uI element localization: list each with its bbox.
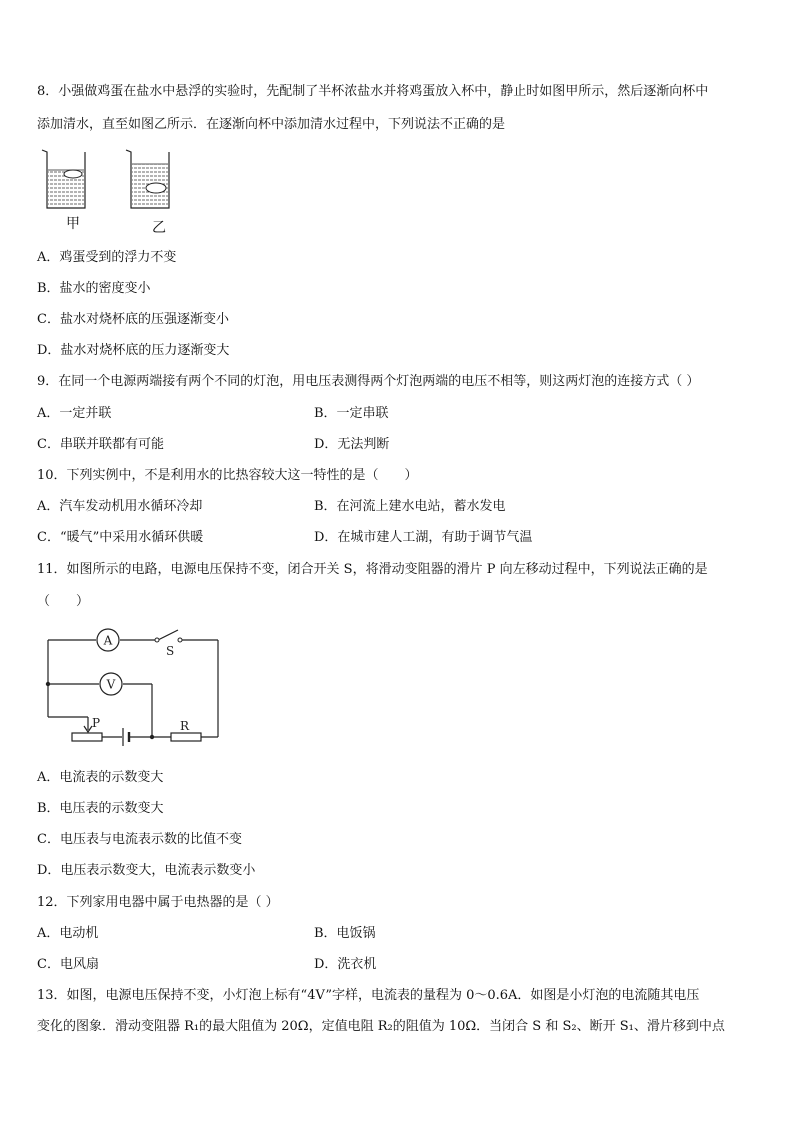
rheostat-icon [72, 733, 102, 741]
q10-option-a[interactable]: A．汽车发动机用水循环冷却 [37, 499, 203, 514]
q9-option-b[interactable]: B．一定串联 [314, 406, 389, 421]
q10-option-c[interactable]: C．“暖气”中采用水循环供暖 [37, 530, 204, 545]
q12-option-d[interactable]: D．洗衣机 [314, 957, 377, 972]
figure-label-jia: 甲 [66, 216, 80, 232]
q13-stem-line1: 13．如图，电源电压保持不变，小灯泡上标有“4V”字样，电流表的量程为 0～0.6A．如图是小灯泡的电流随其电压 [37, 988, 700, 1003]
q9-option-c[interactable]: C．串联并联都有可能 [37, 437, 164, 452]
q8-option-a[interactable]: A．鸡蛋受到的浮力不变 [37, 250, 177, 265]
switch-label: S [166, 644, 175, 658]
resistor-icon [171, 733, 201, 741]
resistor-label: R [180, 719, 190, 733]
q10-stem: 10．下列实例中，不是利用水的比热容较大这一特性的是（ ） [37, 468, 418, 483]
q9-option-d[interactable]: D．无法判断 [314, 437, 390, 452]
q10-option-d[interactable]: D．在城市建人工湖，有助于调节气温 [314, 530, 533, 545]
q9-stem: 9．在同一个电源两端接有两个不同的灯泡，用电压表测得两个灯泡两端的电压不相等，则这两灯泡的连接方式（ ） [37, 374, 700, 389]
figure-label-yi: 乙 [152, 220, 166, 236]
q8-option-b[interactable]: B．盐水的密度变小 [37, 281, 151, 296]
q11-option-c[interactable]: C．电压表与电流表示数的比值不变 [37, 832, 242, 847]
egg-jia [64, 170, 82, 178]
q12-option-a[interactable]: A．电动机 [37, 926, 99, 941]
q11-stem-line1: 11．如图所示的电路，电源电压保持不变，闭合开关 S，将滑动变阻器的滑片 P 向左移动过程中，下列说法正确的是 [37, 562, 708, 577]
q10-option-b[interactable]: B．在河流上建水电站，蓄水发电 [314, 499, 506, 514]
q8-option-c[interactable]: C．盐水对烧杯底的压强逐渐变小 [37, 312, 229, 327]
q12-option-b[interactable]: B．电饭锅 [314, 926, 376, 941]
q11-option-a[interactable]: A．电流表的示数变大 [37, 770, 164, 785]
beaker-jia [42, 150, 85, 208]
slider-label: P [92, 716, 101, 730]
q11-option-d[interactable]: D．电压表示数变大，电流表示数变小 [37, 863, 256, 878]
beaker-figures [38, 146, 178, 212]
q8-stem-line2: 添加清水，直至如图乙所示．在逐渐向杯中添加清水过程中，下列说法不正确的是 [37, 117, 506, 132]
egg-yi [146, 183, 166, 193]
q9-option-a[interactable]: A．一定并联 [37, 406, 112, 421]
q12-stem: 12．下列家用电器中属于电热器的是（ ） [37, 895, 279, 910]
beaker-yi [126, 150, 169, 208]
voltmeter-label: V [106, 677, 116, 692]
circuit-diagram [40, 622, 230, 752]
q13-stem-line2: 变化的图象．滑动变阻器 R₁的最大阻值为 20Ω，定值电阻 R₂的阻值为 10Ω．当闭合 S 和 S₂、断开 S₁、滑片移到中点 [37, 1019, 725, 1034]
ammeter-label: A [103, 633, 113, 648]
q8-option-d[interactable]: D．盐水对烧杯底的压力逐渐变大 [37, 343, 230, 358]
q8-stem-line1: 8．小强做鸡蛋在盐水中悬浮的实验时，先配制了半杯浓盐水并将鸡蛋放入杯中，静止时如图甲所示，然后逐渐向杯中 [37, 84, 709, 99]
q12-option-c[interactable]: C．电风扇 [37, 957, 99, 972]
q11-stem-line2: （ ） [37, 594, 90, 609]
q11-option-b[interactable]: B．电压表的示数变大 [37, 801, 164, 816]
